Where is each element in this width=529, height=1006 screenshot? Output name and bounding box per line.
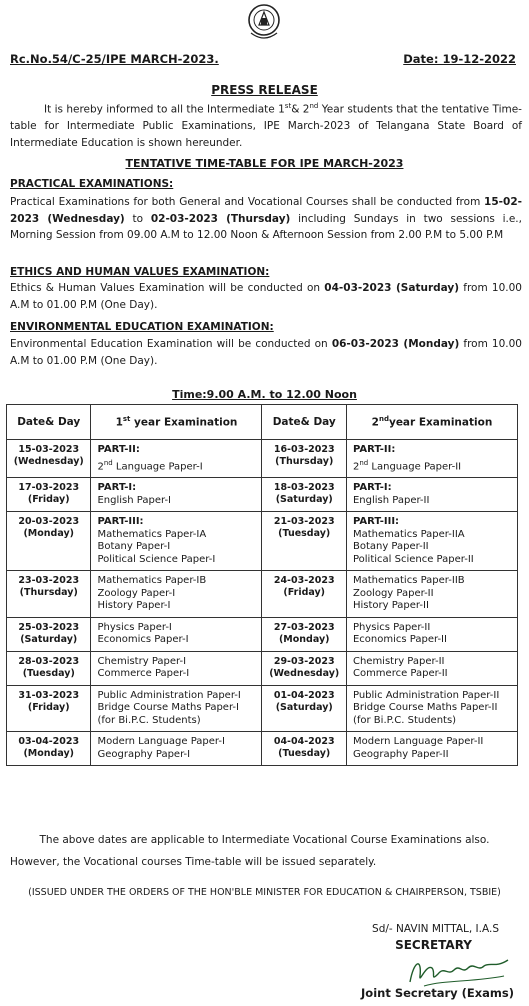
subject-line: Political Science Paper-II xyxy=(352,553,474,565)
exam-date: 01-04-2023 xyxy=(273,689,335,701)
subject-line: Botany Paper-II xyxy=(352,541,429,553)
part-label: PART-II: xyxy=(352,444,396,455)
subject-line: Physics Paper-II xyxy=(352,621,431,633)
signatory-name: Sd/- NAVIN MITTAL, I.A.S xyxy=(372,923,499,935)
subject-line: Commerce Paper-I xyxy=(97,668,190,680)
exam-day: (Friday) xyxy=(27,701,70,713)
exam-date: 27-03-2023 xyxy=(273,621,335,633)
exam-day: (Friday) xyxy=(283,587,326,599)
exam-date: 20-03-2023 xyxy=(18,516,80,528)
part-label: PART-II: xyxy=(97,444,140,455)
exam-day: (Monday) xyxy=(23,748,75,760)
signatory-title: SECRETARY xyxy=(395,938,472,952)
exam-date: 31-03-2023 xyxy=(18,689,80,701)
exam-day: (Monday) xyxy=(23,528,75,540)
tsbie-emblem-icon xyxy=(247,3,281,41)
release-date: Date: 19-12-2022 xyxy=(403,52,516,66)
table-row xyxy=(7,651,518,685)
subject-line: Chemistry Paper-I xyxy=(97,655,187,667)
subject-line: Bridge Course Maths Paper-II xyxy=(352,702,498,714)
second-year-exam-cell xyxy=(346,440,517,478)
first-year-exam-cell xyxy=(91,732,262,766)
table-row xyxy=(7,571,518,618)
subject-line: Mathematics Paper-IIA xyxy=(352,528,465,540)
first-year-exam-cell xyxy=(91,440,262,478)
part-label: PART-III: xyxy=(97,516,144,528)
col-second-year: 2ndyear Examination xyxy=(346,405,517,440)
second-year-exam-cell xyxy=(346,512,517,571)
subject-line: (for Bi.P.C. Students) xyxy=(97,714,201,726)
exam-day: (Saturday) xyxy=(275,494,333,506)
table-header-row xyxy=(7,405,518,440)
table-row xyxy=(7,478,518,512)
ethics-heading: ETHICS AND HUMAN VALUES EXAMINATION: xyxy=(10,266,270,278)
exam-time: Time:9.00 A.M. to 12.00 Noon xyxy=(172,388,357,401)
first-year-exam-cell xyxy=(91,617,262,651)
reference-number: Rc.No.54/C-25/IPE MARCH-2023. xyxy=(10,52,219,66)
timetable-title: TENTATIVE TIME-TABLE FOR IPE MARCH-2023 xyxy=(125,157,404,170)
exam-date: 23-03-2023 xyxy=(18,575,80,587)
part-label: PART-I: xyxy=(352,482,392,494)
first-year-date-cell xyxy=(7,732,91,766)
table-row xyxy=(7,617,518,651)
second-year-exam-cell xyxy=(346,571,517,618)
first-year-date-cell xyxy=(7,617,91,651)
vocational-note: The above dates are applicable to Intermediate Vocational Course Examinations also. xyxy=(39,834,490,846)
reference-line xyxy=(10,52,516,68)
exam-day: (Saturday) xyxy=(275,701,333,713)
press-release-title: PRESS RELEASE xyxy=(211,83,318,97)
subject-line: (for Bi.P.C. Students) xyxy=(352,714,457,726)
part-label: PART-III: xyxy=(352,516,400,528)
exam-day: (Friday) xyxy=(27,494,70,506)
exam-day: (Wednesday) xyxy=(269,667,340,679)
col-date-day-1: Date& Day xyxy=(7,405,91,440)
subject-line: 2nd Language Paper-II xyxy=(352,458,462,472)
exam-date: 16-03-2023 xyxy=(273,444,335,455)
first-year-exam-cell xyxy=(91,512,262,571)
subject-line: Bridge Course Maths Paper-I xyxy=(97,702,239,714)
subject-line: Economics Paper-I xyxy=(97,634,189,646)
subject-line: Mathematics Paper-IA xyxy=(97,528,207,540)
first-year-exam-cell xyxy=(91,478,262,512)
second-year-exam-cell xyxy=(346,478,517,512)
second-year-exam-cell xyxy=(346,732,517,766)
second-year-date-cell xyxy=(262,440,346,478)
vocational-note-2: However, the Vocational courses Time-table will be issued separately. xyxy=(10,856,377,868)
subject-line: Zoology Paper-I xyxy=(97,587,176,599)
first-year-date-cell xyxy=(7,512,91,571)
exam-day: (Thursday) xyxy=(275,456,334,467)
subject-line: Botany Paper-I xyxy=(97,541,171,553)
second-year-exam-cell xyxy=(346,617,517,651)
exam-day: (Tuesday) xyxy=(278,528,331,540)
exam-day: (Thursday) xyxy=(19,587,78,599)
part-label: PART-I: xyxy=(97,482,137,494)
subject-line: Modern Language Paper-I xyxy=(97,736,225,748)
table-row xyxy=(7,732,518,766)
subject-line: Zoology Paper-II xyxy=(352,587,434,599)
col-date-day-2: Date& Day xyxy=(262,405,346,440)
subject-line: English Paper-I xyxy=(97,494,172,506)
first-year-date-cell xyxy=(7,478,91,512)
practical-paragraph: Practical Examinations for both General and Vocational Courses shall be conducted from 15-02-2023 (Wednesday) to 02-03-2023 (Thursday) including Sundays in two sessions i.e., Morning Session from 09.00 A.M to 12.00 Noon & Afternoon Session from 2.00 P.M to 5.00 P.M xyxy=(10,196,522,241)
col-first-year: 1st year Examination xyxy=(91,405,262,440)
exam-date: 04-04-2023 xyxy=(273,736,335,748)
exam-date: 29-03-2023 xyxy=(273,655,335,667)
second-year-date-cell xyxy=(262,478,346,512)
subject-line: Public Administration Paper-II xyxy=(352,689,500,701)
subject-line: Chemistry Paper-II xyxy=(352,655,445,667)
environmental-heading: ENVIRONMENTAL EDUCATION EXAMINATION: xyxy=(10,321,274,333)
exam-date: 17-03-2023 xyxy=(18,482,80,494)
environmental-paragraph: Environmental Education Examination will be conducted on 06-03-2023 (Monday) from 10.00 A.M to 01.00 P.M (One Day). xyxy=(10,338,522,367)
subject-line: Physics Paper-I xyxy=(97,621,172,633)
ethics-paragraph: Ethics & Human Values Examination will be conducted on 04-03-2023 (Saturday) from 10.00 A.M to 01.00 P.M (One Day). xyxy=(10,282,522,311)
exam-date: 24-03-2023 xyxy=(273,575,335,587)
second-year-date-cell xyxy=(262,512,346,571)
exam-date: 21-03-2023 xyxy=(273,516,335,528)
second-year-date-cell xyxy=(262,685,346,732)
exam-timetable xyxy=(6,404,518,766)
first-year-exam-cell xyxy=(91,685,262,732)
exam-day: (Monday) xyxy=(278,633,330,645)
first-year-date-cell xyxy=(7,571,91,618)
exam-day: (Saturday) xyxy=(20,633,78,645)
first-year-date-cell xyxy=(7,440,91,478)
subject-line: Commerce Paper-II xyxy=(352,668,448,680)
exam-date: 03-04-2023 xyxy=(18,736,80,748)
second-year-date-cell xyxy=(262,651,346,685)
exam-date: 18-03-2023 xyxy=(273,482,335,494)
second-year-date-cell xyxy=(262,571,346,618)
exam-date: 28-03-2023 xyxy=(18,655,80,667)
subject-line: English Paper-II xyxy=(352,494,430,506)
second-year-exam-cell xyxy=(346,685,517,732)
subject-line: History Paper-I xyxy=(97,600,171,612)
exam-date: 25-03-2023 xyxy=(18,621,80,633)
first-year-date-cell xyxy=(7,685,91,732)
first-year-exam-cell xyxy=(91,651,262,685)
subject-line: Economics Paper-II xyxy=(352,634,447,646)
subject-line: Geography Paper-I xyxy=(97,748,191,760)
subject-line: Geography Paper-II xyxy=(352,748,449,760)
joint-secretary-title: Joint Secretary (Exams) xyxy=(361,986,514,1000)
first-year-date-cell xyxy=(7,651,91,685)
subject-line: Mathematics Paper-IB xyxy=(97,575,207,587)
exam-day: (Tuesday) xyxy=(278,748,331,760)
subject-line: 2nd Language Paper-I xyxy=(97,458,203,472)
second-year-date-cell xyxy=(262,732,346,766)
handwritten-signature xyxy=(404,954,514,990)
subject-line: Mathematics Paper-IIB xyxy=(352,575,465,587)
practical-heading: PRACTICAL EXAMINATIONS: xyxy=(10,178,174,190)
intro-paragraph: It is hereby informed to all the Intermediate 1st& 2nd Year students that the tentative Time-table for Intermediate Public Examinations, IPE March-2023 of Telangana State Board of Intermediate Education is shown hereunder. xyxy=(10,102,522,149)
table-row xyxy=(7,440,518,478)
second-year-date-cell xyxy=(262,617,346,651)
subject-line: Modern Language Paper-II xyxy=(352,736,484,748)
table-row xyxy=(7,685,518,732)
exam-day: (Wednesday) xyxy=(13,456,84,467)
subject-line: Public Administration Paper-I xyxy=(97,689,241,701)
subject-line: Political Science Paper-I xyxy=(97,553,216,565)
second-year-exam-cell xyxy=(346,651,517,685)
exam-day: (Tuesday) xyxy=(22,667,75,679)
exam-date: 15-03-2023 xyxy=(18,444,80,455)
subject-line: History Paper-II xyxy=(352,600,429,612)
issued-under-note: (ISSUED UNDER THE ORDERS OF THE HON'BLE MINISTER FOR EDUCATION & CHAIRPERSON, TSBIE) xyxy=(28,887,501,898)
first-year-exam-cell xyxy=(91,571,262,618)
table-row xyxy=(7,512,518,571)
